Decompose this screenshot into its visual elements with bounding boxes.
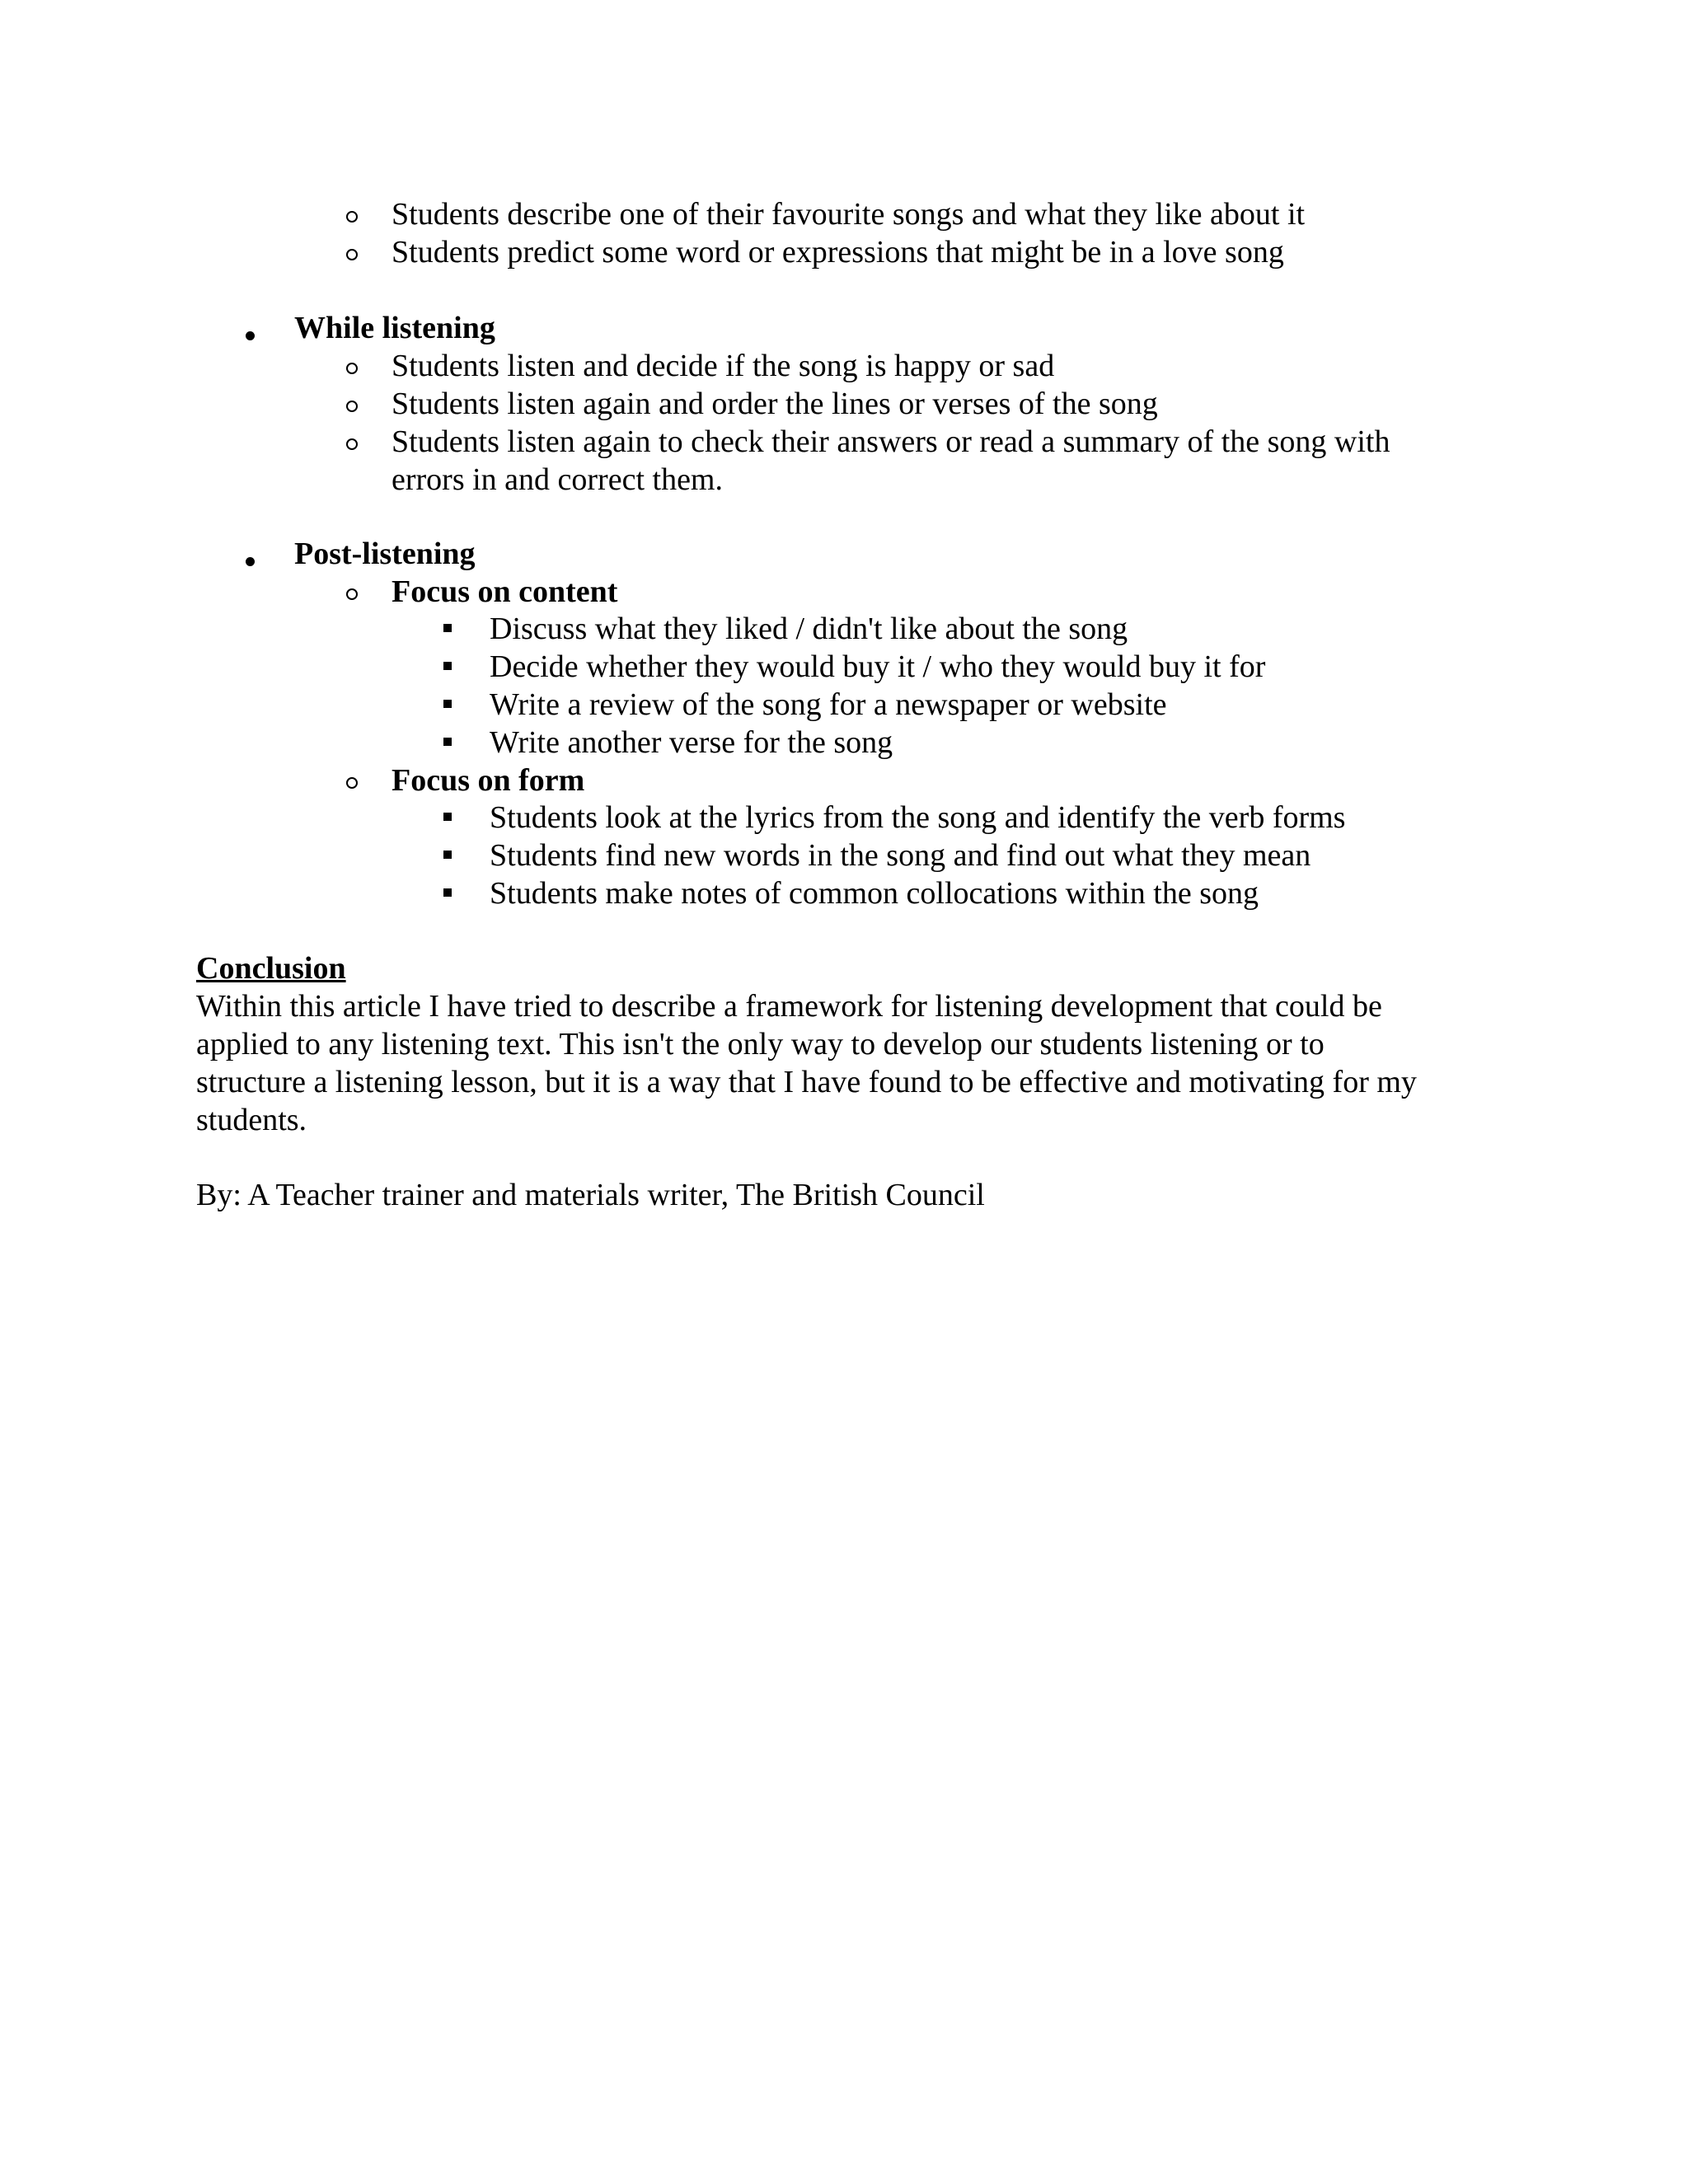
conclusion-heading: Conclusion <box>196 951 346 986</box>
content-item: Write another verse for the song <box>490 725 893 760</box>
conclusion-line: students. <box>196 1103 307 1137</box>
content-item: Discuss what they liked / didn't like about the song <box>490 612 1128 646</box>
pre-listening-item: Students describe one of their favourite songs and what they like about it <box>392 197 1306 232</box>
square-bullet-icon <box>443 700 452 708</box>
square-bullet-icon <box>443 624 452 632</box>
focus-on-content-heading: Focus on content <box>392 574 618 609</box>
circle-bullet-icon <box>346 588 358 600</box>
circle-bullet-icon <box>346 211 358 223</box>
while-listening-item: Students listen again and order the lines or verses of the song <box>392 387 1158 421</box>
content-item: Decide whether they would buy it / who they would buy it for <box>490 649 1266 684</box>
square-bullet-icon <box>443 662 452 670</box>
focus-on-form-heading: Focus on form <box>392 763 585 798</box>
circle-bullet-icon <box>346 401 358 412</box>
byline: By: A Teacher trainer and materials writer, The British Council <box>196 1178 985 1212</box>
circle-bullet-icon <box>346 363 358 374</box>
square-bullet-icon <box>443 851 452 859</box>
form-item: Students find new words in the song and find out what they mean <box>490 838 1311 873</box>
while-listening-item: Students listen and decide if the song is happy or sad <box>392 349 1055 383</box>
square-bullet-icon <box>443 888 452 897</box>
post-listening-heading: Post-listening <box>294 537 476 571</box>
form-item: Students look at the lyrics from the song and identify the verb forms <box>490 800 1346 835</box>
square-bullet-icon <box>443 738 452 746</box>
form-item: Students make notes of common collocations within the song <box>490 876 1259 911</box>
disc-bullet-icon <box>246 557 255 566</box>
circle-bullet-icon <box>346 777 358 789</box>
while-listening-item-continued: errors in and correct them. <box>392 462 723 497</box>
circle-bullet-icon <box>346 249 358 260</box>
pre-listening-item: Students predict some word or expressions that might be in a love song <box>392 235 1284 269</box>
conclusion-line: structure a listening lesson, but it is a way that I have found to be effective and motivating for my <box>196 1065 1417 1099</box>
circle-bullet-icon <box>346 438 358 450</box>
disc-bullet-icon <box>246 331 255 340</box>
square-bullet-icon <box>443 813 452 821</box>
while-listening-heading: While listening <box>294 311 495 345</box>
conclusion-line: applied to any listening text. This isn't the only way to develop our students listening or to <box>196 1027 1325 1062</box>
content-item: Write a review of the song for a newspaper or website <box>490 687 1167 722</box>
conclusion-line: Within this article I have tried to describe a framework for listening development that could be <box>196 989 1382 1024</box>
while-listening-item: Students listen again to check their answers or read a summary of the song with <box>392 424 1390 459</box>
